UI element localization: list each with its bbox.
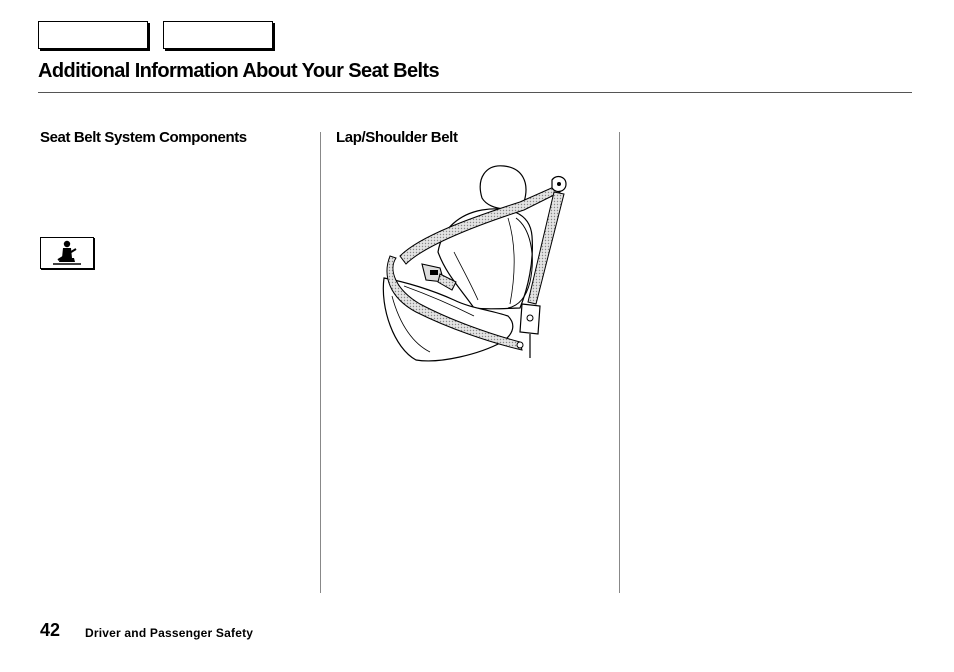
- footer-section-title: Driver and Passenger Safety: [85, 626, 254, 640]
- seat-belt-illustration: [370, 158, 575, 370]
- seatbelt-reminder-icon: [40, 237, 94, 269]
- nav-tab-1[interactable]: [38, 21, 148, 49]
- title-divider: [38, 92, 912, 93]
- heading-lap-shoulder-belt: Lap/Shoulder Belt: [336, 129, 458, 146]
- page-number: 42: [40, 620, 61, 640]
- column-divider-right: [619, 132, 620, 593]
- page-title: Additional Information About Your Seat Belts: [38, 60, 440, 82]
- nav-tab-2[interactable]: [163, 21, 273, 49]
- column-divider-left: [320, 132, 321, 593]
- heading-seat-belt-system-components: Seat Belt System Components: [40, 129, 247, 146]
